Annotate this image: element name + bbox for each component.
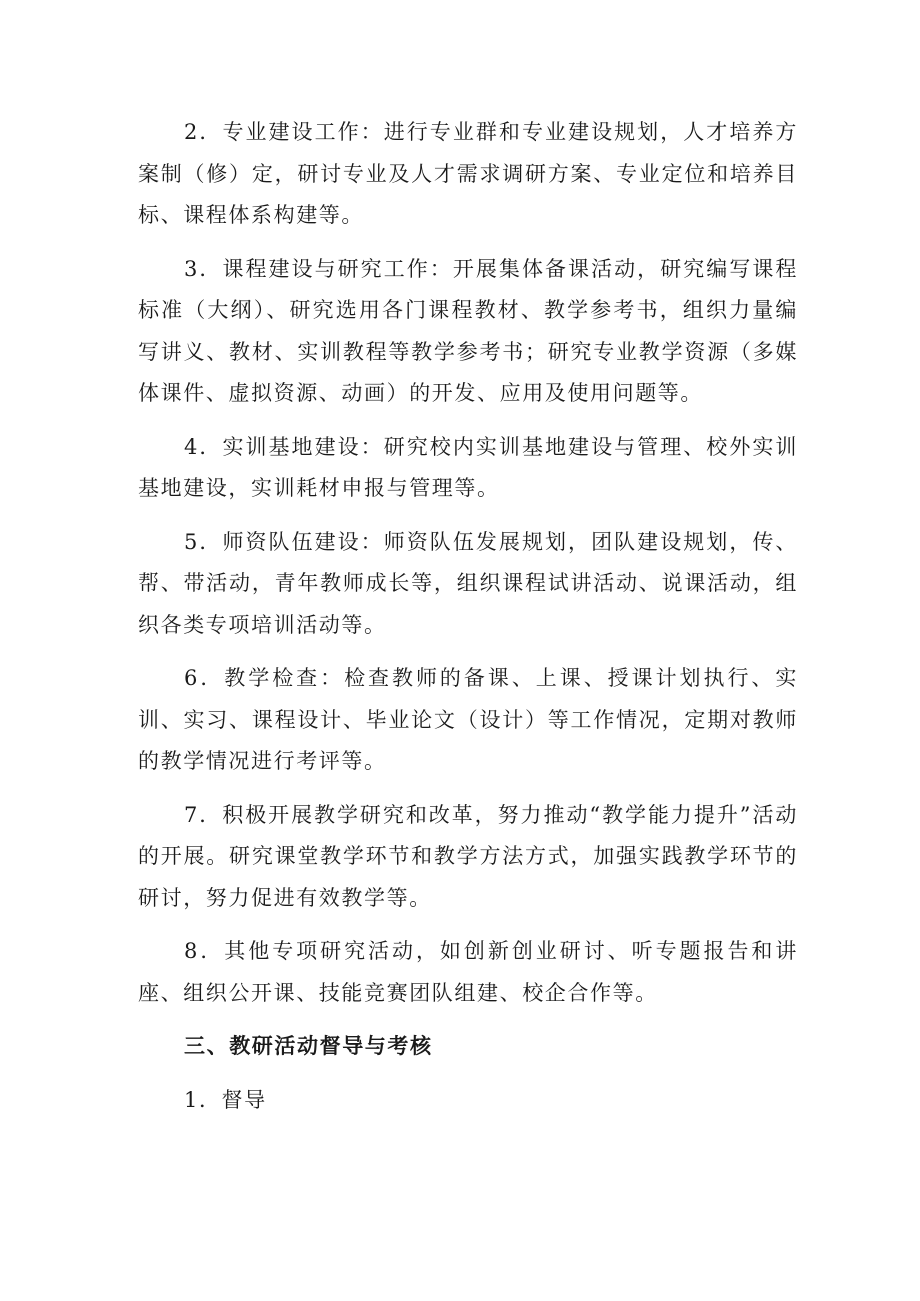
paragraph-8: 8．其他专项研究活动，如创新创业研讨、听专题报告和讲座、组织公开课、技能竞赛团队组建、校企合作等。 [138, 939, 798, 1005]
section-heading: 三、教研活动督导与考核 [184, 1034, 433, 1058]
paragraph-3: 3．课程建设与研究工作：开展集体备课活动，研究编写课程标准（大纲）、研究选用各门课程教材、教学参考书，组织力量编写讲义、教材、实训教程等教学参考书；研究专业教学资源（多媒体课件、虚拟资源、动画）的开发、应用及使用问题等。 [138, 256, 798, 405]
paragraph-4: 4．实训基地建设：研究校内实训基地建设与管理、校外实训基地建设，实训耗材申报与管理等。 [138, 434, 798, 500]
paragraph-2: 2．专业建设工作：进行专业群和专业建设规划，人才培养方案制（修）定，研讨专业及人才需求调研方案、专业定位和培养目标、课程体系构建等。 [138, 120, 798, 227]
subheading-supervision: 1．督导 [184, 1087, 267, 1112]
paragraph-6: 6．教学检查：检查教师的备课、上课、授课计划执行、实训、实习、课程设计、毕业论文（设计）等工作情况，定期对教师的教学情况进行考评等。 [138, 666, 798, 773]
paragraph-5: 5．师资队伍建设：师资队伍发展规划，团队建设规划，传、帮、带活动，青年教师成长等，组织课程试讲活动、说课活动，组织各类专项培训活动等。 [138, 529, 798, 637]
paragraph-7: 7．积极开展教学研究和改革，努力推动“教学能力提升”活动的开展。研究课堂教学环节和教学方法方式，加强实践教学环节的研讨，努力促进有效教学等。 [138, 802, 798, 910]
document-body [138, 112, 798, 1121]
